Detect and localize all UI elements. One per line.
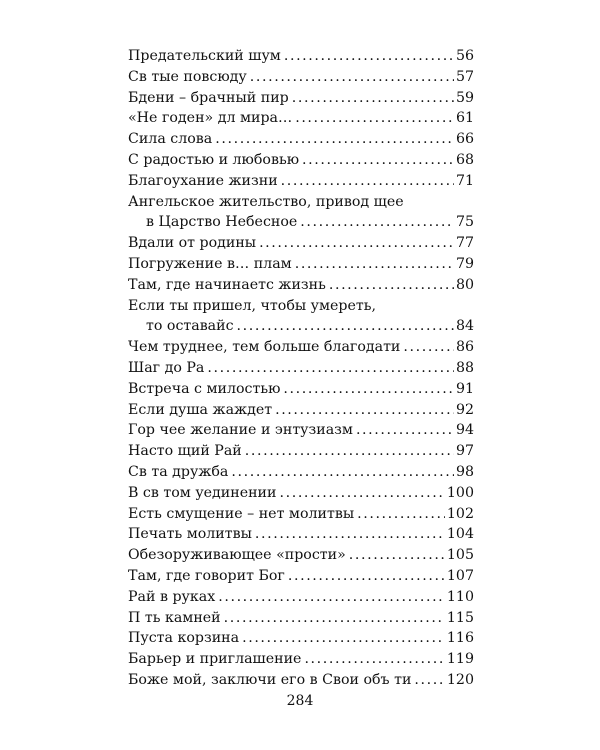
dot-leader bbox=[250, 67, 454, 88]
toc-entry-page: 88 bbox=[455, 359, 474, 376]
toc-entry-page: 84 bbox=[455, 318, 474, 335]
table-of-contents bbox=[128, 46, 474, 691]
dot-leader bbox=[414, 670, 445, 691]
toc-entry-page: 107 bbox=[446, 567, 474, 584]
toc-entry-page: 77 bbox=[455, 235, 474, 252]
toc-entry-page: 105 bbox=[446, 547, 474, 564]
toc-entry-title: Печать молитвы bbox=[128, 526, 252, 543]
dot-leader bbox=[237, 316, 454, 337]
toc-entry-title: Сила слова bbox=[128, 131, 213, 148]
toc-entry-page: 100 bbox=[446, 484, 474, 501]
toc-entry-title: Бдени – брачный пир bbox=[128, 89, 289, 106]
toc-entry-title: Благоухание жизни bbox=[128, 172, 278, 189]
dot-leader bbox=[292, 88, 454, 109]
dot-leader bbox=[349, 545, 445, 566]
toc-entry-page: 61 bbox=[455, 110, 474, 127]
dot-leader bbox=[231, 462, 454, 483]
dot-leader bbox=[302, 150, 454, 171]
toc-entry-page: 98 bbox=[455, 463, 474, 480]
dot-leader bbox=[300, 212, 454, 233]
toc-entry bbox=[128, 587, 474, 608]
dot-leader bbox=[356, 420, 454, 441]
toc-entry-title: Св та дружба bbox=[128, 463, 229, 480]
toc-entry bbox=[128, 504, 474, 525]
toc-entry-page: 57 bbox=[455, 68, 474, 85]
toc-entry-title-continuation: то оставайс bbox=[146, 318, 234, 335]
toc-entry-page: 116 bbox=[446, 630, 474, 647]
dot-leader bbox=[224, 608, 445, 629]
toc-entry-title: Боже мой, заключи его в Свои объ ти bbox=[128, 671, 412, 688]
page-number: 284 bbox=[286, 693, 314, 709]
toc-entry-title: Там, где говорит Бог bbox=[128, 567, 285, 584]
dot-leader bbox=[281, 171, 454, 192]
toc-entry-page: 68 bbox=[455, 151, 474, 168]
toc-entry bbox=[128, 192, 474, 234]
toc-entry bbox=[128, 108, 474, 129]
toc-entry bbox=[128, 129, 474, 150]
toc-entry-page: 104 bbox=[446, 526, 474, 543]
dot-leader bbox=[215, 129, 454, 150]
toc-entry-title: В св том уединении bbox=[128, 484, 277, 501]
toc-entry-page: 115 bbox=[446, 609, 474, 626]
toc-entry-title: Вдали от родины bbox=[128, 235, 257, 252]
toc-entry-title: Если ты пришел, чтобы умереть, bbox=[128, 297, 376, 314]
toc-entry-page: 66 bbox=[455, 131, 474, 148]
toc-entry bbox=[128, 150, 474, 171]
toc-entry bbox=[128, 67, 474, 88]
toc-entry bbox=[128, 337, 474, 358]
toc-entry-page: 97 bbox=[455, 443, 474, 460]
dot-leader bbox=[288, 566, 445, 587]
toc-entry-page: 94 bbox=[455, 422, 474, 439]
toc-entry bbox=[128, 670, 474, 691]
toc-entry-title: П ть камней bbox=[128, 609, 221, 626]
toc-entry-page: 56 bbox=[455, 48, 474, 64]
toc-entry-title: Св тые повсюду bbox=[128, 68, 247, 85]
dot-leader bbox=[284, 46, 454, 67]
toc-entry-title: Погружение в… плам bbox=[128, 255, 292, 272]
toc-entry-page: 92 bbox=[455, 401, 474, 418]
dot-leader bbox=[357, 504, 445, 525]
dot-leader bbox=[403, 337, 454, 358]
toc-entry-title: Рай в руках bbox=[128, 588, 216, 605]
toc-entry bbox=[128, 233, 474, 254]
toc-entry-page: 102 bbox=[446, 505, 474, 522]
dot-leader bbox=[329, 275, 454, 296]
toc-entry bbox=[128, 275, 474, 296]
dot-leader bbox=[245, 441, 454, 462]
toc-entry-page: 80 bbox=[455, 276, 474, 293]
toc-entry-title-continuation: в Царство Небесное bbox=[146, 214, 298, 231]
dot-leader bbox=[259, 233, 454, 254]
dot-leader bbox=[283, 379, 454, 400]
dot-leader bbox=[218, 587, 445, 608]
dot-leader bbox=[275, 400, 454, 421]
toc-entry bbox=[128, 462, 474, 483]
dot-leader bbox=[255, 524, 445, 545]
toc-entry-title: С радостью и любовью bbox=[128, 151, 300, 168]
toc-entry bbox=[128, 46, 474, 67]
toc-entry-title: Барьер и приглашение bbox=[128, 651, 302, 668]
dot-leader bbox=[304, 649, 444, 670]
toc-entry-page: 120 bbox=[446, 671, 474, 688]
toc-entry bbox=[128, 171, 474, 192]
toc-entry bbox=[128, 420, 474, 441]
toc-entry-page: 71 bbox=[455, 172, 474, 189]
toc-entry bbox=[128, 483, 474, 504]
toc-entry bbox=[128, 296, 474, 338]
toc-entry bbox=[128, 379, 474, 400]
toc-entry bbox=[128, 649, 474, 670]
toc-entry bbox=[128, 441, 474, 462]
toc-entry-title: Чем труднее, тем больше благодати bbox=[128, 339, 401, 356]
toc-entry-title: Есть смущение – нет молитвы bbox=[128, 505, 355, 522]
toc-entry-page: 79 bbox=[455, 255, 474, 272]
toc-entry bbox=[128, 88, 474, 109]
toc-entry-page: 86 bbox=[455, 339, 474, 356]
toc-entry bbox=[128, 608, 474, 629]
toc-entry-title: Ангельское жительство, привод щее bbox=[128, 193, 404, 210]
toc-entry bbox=[128, 254, 474, 275]
toc-entry-title: Если душа жаждет bbox=[128, 401, 273, 418]
toc-entry bbox=[128, 545, 474, 566]
toc-entry-title: Обезоруживающее «прости» bbox=[128, 547, 346, 564]
toc-entry-page: 110 bbox=[446, 588, 474, 605]
toc-entry-title: Пуста корзина bbox=[128, 630, 240, 647]
toc-entry-title: Предательский шум bbox=[128, 48, 281, 64]
dot-leader bbox=[207, 358, 454, 379]
toc-entry-title: Там, где начинаетс жизнь bbox=[128, 276, 326, 293]
toc-entry bbox=[128, 566, 474, 587]
toc-entry-title: Насто щий Рай bbox=[128, 443, 242, 460]
toc-entry bbox=[128, 358, 474, 379]
toc-entry-title: Встреча с милостью bbox=[128, 380, 281, 397]
toc-entry bbox=[128, 628, 474, 649]
toc-entry-title: Гор чее желание и энтузиазм bbox=[128, 422, 353, 439]
dot-leader bbox=[242, 628, 445, 649]
toc-entry bbox=[128, 524, 474, 545]
toc-entry-page: 91 bbox=[455, 380, 474, 397]
toc-entry-page: 59 bbox=[455, 89, 474, 106]
dot-leader bbox=[295, 108, 454, 129]
dot-leader bbox=[295, 254, 454, 275]
toc-entry-page: 119 bbox=[446, 651, 474, 668]
toc-entry-title: «Не годен» дл мира… bbox=[128, 110, 293, 127]
toc-entry bbox=[128, 400, 474, 421]
toc-entry-page: 75 bbox=[455, 214, 474, 231]
dot-leader bbox=[279, 483, 444, 504]
toc-entry-title: Шаг до Ра bbox=[128, 359, 205, 376]
